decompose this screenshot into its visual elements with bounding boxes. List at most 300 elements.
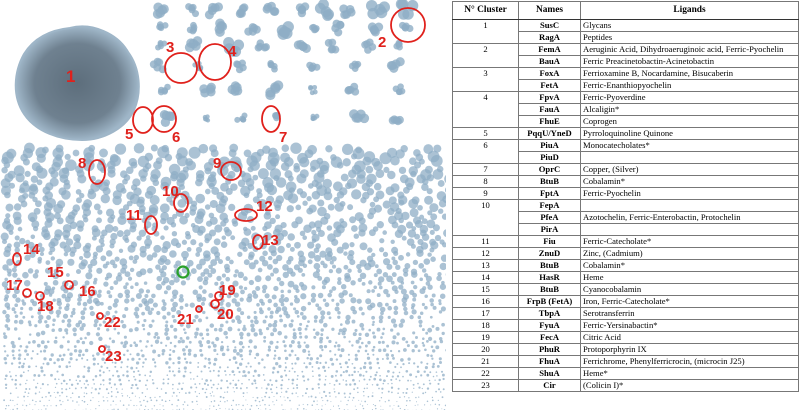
node-cluster	[156, 311, 160, 315]
node-cluster	[78, 354, 81, 357]
node-cluster	[103, 264, 108, 269]
node-cluster	[152, 358, 155, 361]
node-cluster	[4, 297, 8, 301]
node-cluster	[305, 366, 308, 369]
node-cluster	[403, 272, 408, 277]
node-cluster	[197, 366, 199, 368]
node-cluster	[337, 280, 342, 285]
node-cluster	[34, 404, 35, 405]
node-cluster	[425, 366, 428, 369]
cluster-number-label: 11	[126, 207, 142, 224]
node-cluster	[284, 335, 287, 338]
node-cluster	[194, 315, 198, 319]
node-cluster	[392, 222, 399, 229]
node-cluster	[173, 374, 175, 376]
node-cluster	[177, 357, 180, 360]
node-cluster	[183, 257, 187, 261]
node-cluster	[331, 299, 334, 302]
node-cluster	[214, 358, 218, 362]
node-cluster	[431, 155, 443, 167]
node-cluster	[292, 335, 297, 340]
node-cluster	[109, 382, 111, 384]
node-cluster	[111, 387, 112, 388]
node-cluster	[199, 285, 203, 289]
node-cluster	[99, 324, 102, 327]
node-cluster	[360, 197, 366, 203]
node-cluster	[313, 400, 315, 402]
node-cluster	[172, 294, 177, 299]
node-cluster	[435, 391, 437, 393]
node-cluster	[412, 349, 415, 352]
node-cluster	[176, 243, 182, 249]
node-cluster	[330, 261, 334, 265]
node-cluster	[165, 321, 168, 324]
node-cluster	[109, 337, 111, 339]
protein-name-cell: FecA	[519, 332, 581, 344]
node-cluster	[351, 225, 358, 232]
node-cluster	[273, 328, 278, 333]
node-cluster	[167, 312, 171, 316]
protein-name-cell: PiuD	[519, 152, 581, 164]
node-cluster	[227, 366, 229, 368]
node-cluster	[238, 404, 239, 405]
node-cluster	[17, 404, 18, 405]
node-cluster	[228, 204, 235, 211]
node-cluster	[130, 268, 134, 272]
node-cluster	[297, 344, 301, 348]
node-cluster	[275, 362, 278, 365]
node-cluster	[394, 290, 398, 294]
ligands-cell: Peptides	[581, 32, 799, 44]
node-cluster	[348, 169, 357, 178]
node-cluster	[102, 379, 104, 381]
node-cluster	[239, 285, 243, 289]
node-cluster	[172, 396, 173, 397]
node-cluster	[116, 396, 117, 397]
node-cluster	[267, 264, 273, 270]
node-cluster	[340, 401, 341, 402]
node-cluster	[295, 392, 296, 393]
node-cluster	[165, 327, 170, 332]
node-cluster	[49, 294, 52, 297]
protein-name-cell: FoxA	[519, 68, 581, 80]
node-cluster	[64, 252, 68, 256]
node-cluster	[295, 289, 299, 293]
node-cluster	[396, 401, 397, 402]
node-cluster	[360, 242, 368, 250]
node-cluster	[134, 143, 144, 153]
table-row	[453, 20, 799, 32]
node-cluster	[122, 374, 124, 376]
node-cluster	[418, 263, 424, 269]
node-cluster	[85, 387, 87, 389]
node-cluster	[190, 372, 192, 374]
node-cluster	[300, 293, 306, 299]
node-cluster	[129, 255, 134, 260]
ligands-cell: Monocatecholates*	[581, 140, 799, 152]
node-cluster	[122, 388, 123, 389]
node-cluster	[329, 290, 333, 294]
node-cluster	[293, 307, 296, 310]
node-cluster	[429, 383, 431, 385]
node-cluster	[317, 400, 318, 401]
node-cluster	[19, 383, 21, 385]
node-cluster	[299, 323, 302, 326]
node-cluster	[196, 401, 198, 403]
node-cluster	[412, 392, 413, 393]
protein-name-cell: PirA	[519, 224, 581, 236]
node-cluster	[14, 203, 22, 211]
node-cluster	[153, 245, 161, 253]
node-cluster	[297, 341, 300, 344]
node-cluster	[202, 378, 203, 379]
node-cluster	[287, 397, 289, 399]
node-cluster	[111, 391, 113, 393]
node-cluster	[145, 406, 146, 407]
node-cluster	[190, 302, 195, 307]
node-cluster	[176, 405, 177, 406]
cluster-number-cell: 19	[453, 332, 519, 344]
cluster-number-cell: 22	[453, 368, 519, 380]
node-cluster	[177, 361, 180, 364]
node-cluster	[438, 180, 445, 187]
node-cluster	[134, 307, 139, 312]
node-cluster	[229, 359, 231, 361]
node-cluster	[410, 208, 419, 217]
node-cluster	[255, 275, 262, 282]
node-cluster	[375, 264, 379, 268]
node-cluster	[325, 145, 332, 152]
node-cluster	[35, 393, 37, 395]
node-cluster	[195, 252, 200, 257]
node-cluster	[424, 404, 425, 405]
node-cluster	[220, 401, 221, 402]
node-cluster	[194, 336, 197, 339]
node-cluster	[410, 171, 416, 177]
node-cluster	[81, 357, 83, 359]
node-cluster	[126, 349, 128, 351]
node-cluster	[248, 379, 250, 381]
node-cluster	[311, 116, 316, 121]
node-cluster	[419, 324, 422, 327]
node-cluster	[366, 0, 377, 11]
node-cluster	[437, 383, 439, 385]
node-cluster	[222, 353, 226, 357]
node-cluster	[135, 384, 137, 386]
node-cluster	[378, 341, 381, 344]
node-cluster	[438, 379, 440, 381]
node-cluster	[169, 280, 175, 286]
node-cluster	[442, 374, 445, 377]
node-cluster	[14, 242, 21, 249]
node-cluster	[207, 384, 209, 386]
node-cluster	[36, 353, 38, 355]
node-cluster	[70, 315, 73, 318]
cluster-number-label: 4	[228, 43, 237, 60]
node-cluster	[253, 379, 256, 382]
cluster-highlight-ring	[165, 53, 197, 83]
node-cluster	[440, 340, 443, 343]
node-cluster	[161, 388, 163, 390]
node-cluster	[86, 393, 88, 395]
node-cluster	[386, 186, 395, 195]
node-cluster	[185, 361, 188, 364]
node-cluster	[328, 340, 331, 343]
node-cluster	[394, 405, 395, 406]
node-cluster	[206, 388, 208, 390]
node-cluster	[115, 257, 120, 262]
node-cluster	[115, 143, 126, 154]
node-cluster	[296, 357, 299, 360]
node-cluster	[57, 217, 64, 224]
node-cluster	[270, 7, 279, 16]
node-cluster	[139, 380, 141, 382]
node-cluster	[46, 362, 49, 365]
node-cluster	[139, 397, 140, 398]
cluster-number-cell: 1	[453, 20, 519, 44]
node-cluster	[209, 405, 210, 406]
node-cluster	[274, 404, 275, 405]
node-cluster	[344, 393, 346, 395]
node-cluster	[60, 345, 64, 349]
node-cluster	[319, 345, 323, 349]
node-cluster	[150, 397, 152, 399]
node-cluster	[338, 332, 341, 335]
node-cluster	[301, 284, 308, 291]
node-cluster	[358, 337, 361, 340]
node-cluster	[391, 281, 395, 285]
node-cluster	[95, 408, 96, 409]
node-cluster	[192, 10, 199, 17]
node-cluster	[172, 231, 177, 236]
node-cluster	[147, 401, 149, 403]
node-cluster	[297, 396, 298, 397]
node-cluster	[386, 375, 388, 377]
node-cluster	[349, 396, 351, 398]
node-cluster	[413, 285, 417, 289]
node-cluster	[343, 371, 345, 373]
node-cluster	[150, 399, 152, 401]
node-cluster	[128, 404, 129, 405]
node-cluster	[63, 314, 68, 319]
node-cluster	[279, 297, 285, 303]
table-row	[453, 68, 799, 80]
node-cluster	[185, 234, 191, 240]
cluster-number-cell: 5	[453, 128, 519, 140]
node-cluster	[417, 315, 421, 319]
node-cluster	[12, 307, 16, 311]
node-cluster	[144, 375, 146, 377]
protein-name-cell: FemA	[519, 44, 581, 56]
node-cluster	[359, 380, 360, 381]
ligands-cell: Glycans	[581, 20, 799, 32]
node-cluster	[292, 379, 295, 382]
node-cluster	[82, 400, 83, 401]
node-cluster	[308, 183, 314, 189]
node-cluster	[299, 405, 300, 406]
cluster-number-label: 1	[66, 67, 76, 86]
node-cluster	[181, 388, 183, 390]
protein-name-cell: SusC	[519, 20, 581, 32]
node-cluster	[45, 324, 49, 328]
node-cluster	[18, 349, 20, 351]
node-cluster	[45, 396, 47, 398]
node-cluster	[189, 209, 196, 216]
node-cluster	[261, 387, 262, 388]
node-cluster	[367, 404, 368, 405]
node-cluster	[255, 400, 257, 402]
node-cluster	[235, 383, 238, 386]
node-cluster	[162, 382, 164, 384]
node-cluster	[306, 208, 313, 215]
node-cluster	[289, 323, 294, 328]
node-cluster	[160, 342, 162, 344]
node-cluster	[193, 289, 199, 295]
node-cluster	[139, 288, 144, 293]
cluster-number-cell: 9	[453, 188, 519, 200]
node-cluster	[19, 187, 25, 193]
node-cluster	[107, 400, 108, 401]
node-cluster	[251, 328, 256, 333]
node-cluster	[322, 400, 323, 401]
node-cluster	[349, 293, 353, 297]
node-cluster	[210, 393, 211, 394]
node-cluster	[194, 332, 198, 336]
node-cluster	[29, 323, 32, 326]
node-cluster	[341, 331, 345, 335]
protein-name-cell: PqqU/YneD	[519, 128, 581, 140]
node-cluster	[352, 310, 357, 315]
node-cluster	[69, 388, 70, 389]
node-cluster	[94, 203, 101, 210]
node-cluster	[116, 370, 118, 372]
node-cluster	[363, 391, 364, 392]
node-cluster	[291, 340, 295, 344]
node-cluster	[196, 327, 199, 330]
node-cluster	[127, 358, 129, 360]
node-cluster	[302, 315, 307, 320]
node-cluster	[393, 324, 397, 328]
node-cluster	[275, 380, 277, 382]
node-cluster	[259, 309, 264, 314]
node-cluster	[172, 384, 174, 386]
node-cluster	[355, 357, 359, 361]
node-cluster	[278, 357, 281, 360]
node-cluster	[254, 311, 257, 314]
node-cluster	[171, 404, 173, 406]
node-cluster	[164, 225, 169, 230]
node-cluster	[396, 342, 399, 345]
node-cluster	[59, 306, 62, 309]
node-cluster	[422, 344, 425, 347]
node-cluster	[438, 400, 439, 401]
node-cluster	[61, 383, 63, 385]
table-row	[453, 356, 799, 368]
node-cluster	[402, 376, 404, 378]
node-cluster	[382, 341, 385, 344]
node-cluster	[206, 340, 210, 344]
node-cluster	[333, 20, 341, 28]
node-cluster	[188, 392, 190, 394]
node-cluster	[158, 258, 165, 265]
node-cluster	[249, 353, 251, 355]
node-cluster	[190, 28, 197, 35]
node-cluster	[308, 85, 313, 90]
node-cluster	[201, 371, 203, 373]
node-cluster	[105, 277, 109, 281]
node-cluster	[172, 350, 175, 353]
node-cluster	[243, 396, 244, 397]
node-cluster	[188, 352, 191, 355]
node-cluster	[323, 299, 326, 302]
node-cluster	[99, 374, 101, 376]
node-cluster	[298, 42, 307, 51]
node-cluster	[318, 293, 324, 299]
node-cluster	[294, 362, 296, 364]
node-cluster	[319, 362, 321, 364]
node-cluster	[229, 149, 237, 157]
node-cluster	[435, 404, 436, 405]
node-cluster	[432, 294, 436, 298]
node-cluster	[113, 280, 118, 285]
node-cluster	[258, 408, 259, 409]
node-cluster	[369, 379, 371, 381]
node-cluster	[281, 294, 285, 298]
protein-name-cell: FhuE	[519, 116, 581, 128]
node-cluster	[50, 405, 51, 406]
node-cluster	[254, 370, 257, 373]
node-cluster	[376, 169, 385, 178]
node-cluster	[20, 312, 23, 315]
node-cluster	[232, 340, 235, 343]
node-cluster	[233, 374, 235, 376]
node-cluster	[213, 363, 216, 366]
node-cluster	[378, 276, 384, 282]
node-cluster	[296, 378, 298, 380]
node-cluster	[275, 214, 280, 219]
protein-name-cell: FetA	[519, 80, 581, 92]
node-cluster	[120, 383, 122, 385]
node-cluster	[424, 348, 427, 351]
node-cluster	[192, 401, 194, 403]
node-cluster	[123, 344, 127, 348]
node-cluster	[273, 259, 279, 265]
node-cluster	[213, 395, 214, 396]
node-cluster	[179, 297, 184, 302]
node-cluster	[118, 293, 123, 298]
node-cluster	[290, 271, 295, 276]
node-cluster	[117, 391, 119, 393]
node-cluster	[52, 318, 55, 321]
node-cluster	[68, 361, 70, 363]
node-cluster	[37, 344, 41, 348]
node-cluster	[339, 354, 342, 357]
node-cluster	[214, 328, 218, 332]
node-cluster	[242, 327, 246, 331]
node-cluster	[231, 405, 232, 406]
node-cluster	[362, 405, 363, 406]
node-cluster	[397, 375, 399, 377]
node-cluster	[49, 358, 52, 361]
node-cluster	[134, 327, 138, 331]
node-cluster	[308, 302, 312, 306]
node-cluster	[367, 357, 370, 360]
node-cluster	[420, 312, 424, 316]
node-cluster	[336, 268, 342, 274]
node-cluster	[339, 408, 340, 409]
node-cluster	[359, 346, 362, 349]
node-cluster	[369, 229, 376, 236]
